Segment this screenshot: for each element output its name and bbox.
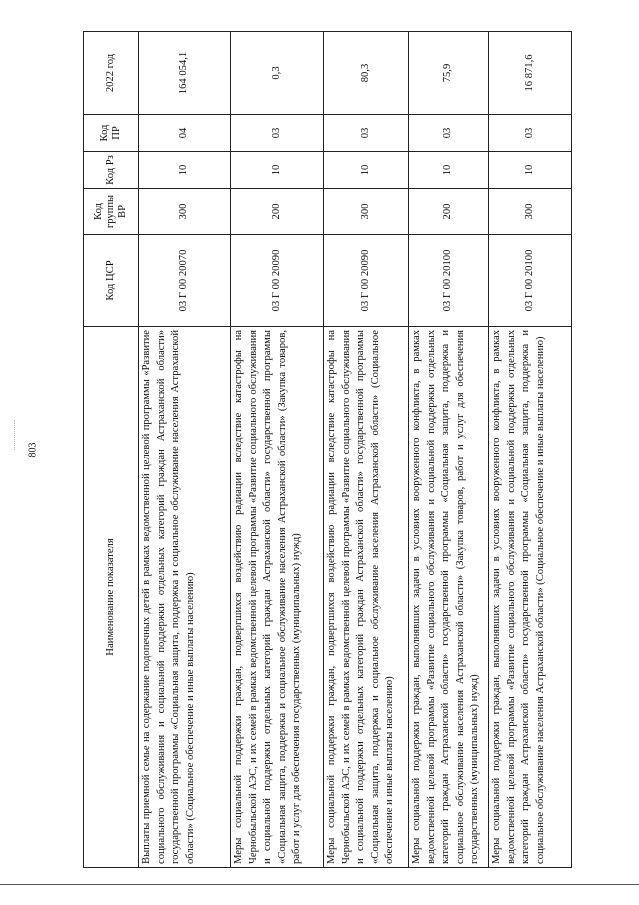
row-value: 0,3 [231, 32, 324, 115]
row-vr: 300 [324, 189, 409, 235]
row-value: 164 054,1 [139, 32, 231, 115]
budget-table [83, 31, 572, 868]
rotated-table-container [83, 32, 571, 868]
row-vr: 200 [231, 189, 324, 235]
row-value: 16 871,6 [489, 32, 572, 115]
header-rz: Код Рз [84, 152, 139, 189]
page-bottom-rule [0, 884, 639, 885]
row-rz: 10 [231, 152, 324, 189]
row-rz: 10 [139, 152, 231, 189]
row-pr: 03 [409, 115, 489, 152]
row-value: 75,9 [409, 32, 489, 115]
table-row [139, 32, 231, 868]
row-name: Меры социальной поддержки граждан, подвергшихся воздействию радиации вследствие катастрофы на Чернобыльской АЭС, и их семей в рамках ведомственной целевой программы «Развитие социального обслуживания и социальной поддержки отдельных категорий граждан Астраханской области» государственной программы «Социальная защита, поддержка и социальное обслуживание населения Астраханской области» (Социальное обеспечение и иные выплаты населению) [324, 327, 409, 868]
row-csr: 03 Г 00 20100 [489, 235, 572, 327]
row-rz: 10 [489, 152, 572, 189]
row-pr: 03 [231, 115, 324, 152]
row-pr: 03 [324, 115, 409, 152]
row-rz: 10 [324, 152, 409, 189]
table-row [489, 32, 572, 868]
row-vr: 300 [489, 189, 572, 235]
row-value: 80,3 [324, 32, 409, 115]
scan-artifact [14, 420, 17, 450]
header-pr: Код ПР [84, 115, 139, 152]
row-pr: 04 [139, 115, 231, 152]
header-csr: Код ЦСР [84, 235, 139, 327]
row-csr: 03 Г 00 20090 [324, 235, 409, 327]
row-pr: 03 [489, 115, 572, 152]
page-number: 803 [27, 442, 39, 458]
row-name: Выплаты приемной семье на содержание подопечных детей в рамках ведомственной целевой программы «Развитие социального обслуживания и социальной поддержки отдельных категорий граждан Астраханской области» государственной программы «Социальная защита, поддержка и социальное обслуживание населения Астраханской области» (Социальное обеспечение и иные выплаты населению) [139, 327, 231, 868]
row-csr: 03 Г 00 20100 [409, 235, 489, 327]
row-csr: 03 Г 00 20070 [139, 235, 231, 327]
header-vr: Код группы ВР [84, 189, 139, 235]
table-row [409, 32, 489, 868]
header-year: 2022 год [84, 32, 139, 115]
row-vr: 200 [409, 189, 489, 235]
header-name: Наименование показателя [84, 327, 139, 868]
row-name: Меры социальной поддержки граждан, выполнявших задачи в условиях вооруженного конфликта, в рамках ведомственной целевой программы «Развитие социального обслуживания и социальной поддержки отдельных категорий граждан Астраханской области» государственной программы «Социальная защита, поддержка и социальное обслуживание населения Астраханской области» (Социальное обеспечение и иные выплаты населению) [489, 327, 572, 868]
table-row [231, 32, 324, 868]
row-name: Меры социальной поддержки граждан, подвергшихся воздействию радиации вследствие катастрофы на Чернобыльской АЭС, и их семей в рамках ведомственной целевой программы «Развитие социального обслуживания и социальной поддержки отдельных категорий граждан Астраханской области» государственной программы «Социальная защита, поддержка и социальное обслуживание населения Астраханской области» (Закупка товаров, работ и услуг для обеспечения государственных (муниципальных) нужд) [231, 327, 324, 868]
row-name: Меры социальной поддержки граждан, выполнявших задачи в условиях вооруженного конфликта, в рамках ведомственной целевой программы «Развитие социального обслуживания и социальной поддержки отдельных категорий граждан Астраханской области» государственной программы «Социальная защита, поддержка и социальное обслуживание населения Астраханской области» (Закупка товаров, работ и услуг для обеспечения государственных (муниципальных) нужд) [409, 327, 489, 868]
row-vr: 300 [139, 189, 231, 235]
row-csr: 03 Г 00 20090 [231, 235, 324, 327]
header-row [84, 32, 139, 868]
row-rz: 10 [409, 152, 489, 189]
table-row [324, 32, 409, 868]
